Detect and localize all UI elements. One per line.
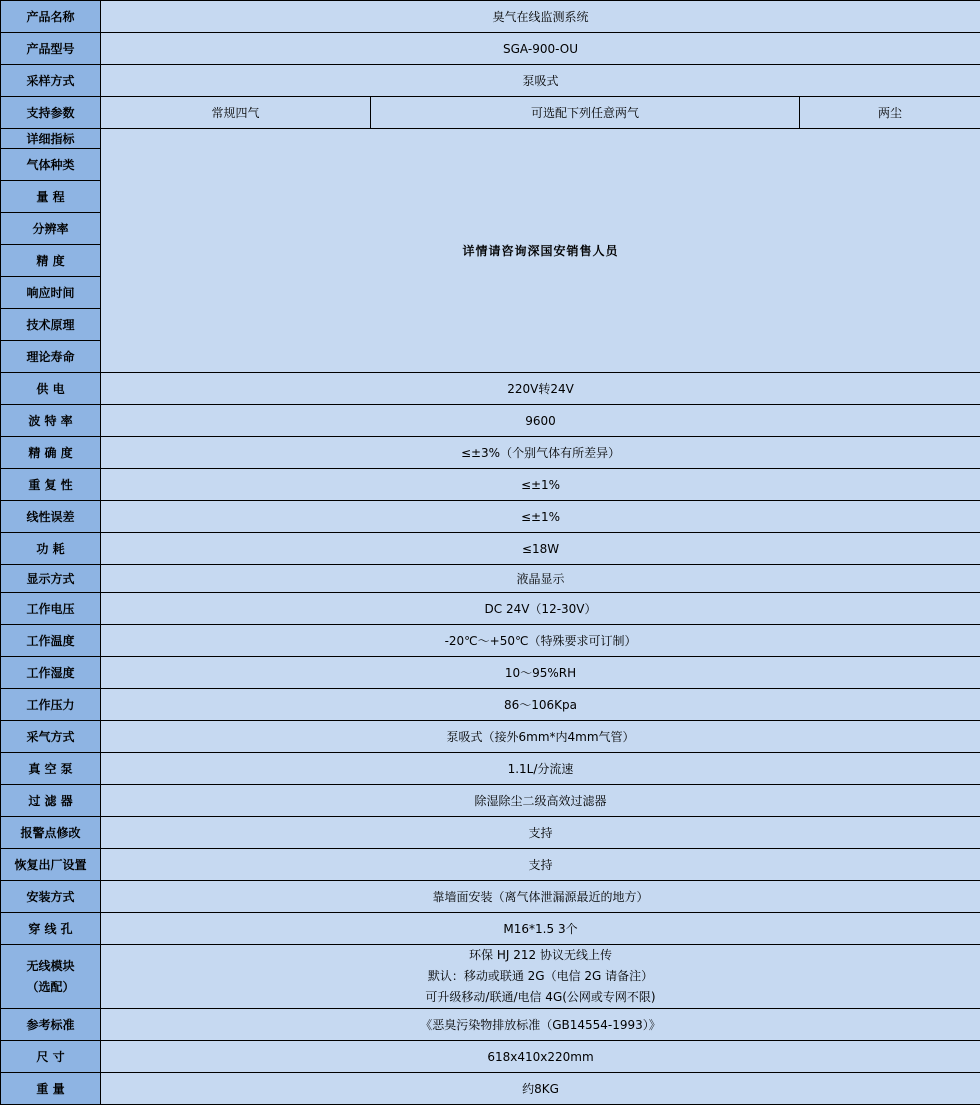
table-row xyxy=(1,625,980,657)
row-label: 产品型号 xyxy=(1,33,101,65)
row-label xyxy=(1,945,101,1009)
row-label: 分辨率 xyxy=(1,213,101,245)
row-label: 工作温度 xyxy=(1,625,101,657)
row-label: 参考标准 xyxy=(1,1009,101,1041)
table-row xyxy=(1,1073,980,1105)
row-label: 响应时间 xyxy=(1,277,101,309)
row-label: 尺 寸 xyxy=(1,1041,101,1073)
row-label: 线性误差 xyxy=(1,501,101,533)
table-row xyxy=(1,437,980,469)
table-row xyxy=(1,849,980,881)
table-row xyxy=(1,657,980,689)
table-row xyxy=(1,881,980,913)
row-value: 除湿除尘二级高效过滤器 xyxy=(101,785,980,817)
row-value: 靠墙面安装（离气体泄漏源最近的地方） xyxy=(101,881,980,913)
table-row xyxy=(1,533,980,565)
table-row xyxy=(1,373,980,405)
wireless-row xyxy=(1,945,980,1009)
row-value: 220V转24V xyxy=(101,373,980,405)
row-label: 技术原理 xyxy=(1,309,101,341)
row-value: 《恶臭污染物排放标准（GB14554-1993）》 xyxy=(101,1009,980,1041)
contact-sales-message: 详情请咨询深国安销售人员 xyxy=(101,129,980,373)
row-label: 穿 线 孔 xyxy=(1,913,101,945)
table-row xyxy=(1,913,980,945)
param-col-optional: 可选配下列任意两气 xyxy=(371,97,800,129)
row-value: ≤18W xyxy=(101,533,980,565)
row-label: 过 滤 器 xyxy=(1,785,101,817)
row-value: SGA-900-OU xyxy=(101,33,980,65)
table-row xyxy=(1,33,980,65)
table-row xyxy=(1,721,980,753)
row-label: 工作湿度 xyxy=(1,657,101,689)
table-row xyxy=(1,753,980,785)
row-label: 产品名称 xyxy=(1,1,101,33)
row-value: 泵吸式（接外6mm*内4mm气管） xyxy=(101,721,980,753)
row-label: 采气方式 xyxy=(1,721,101,753)
row-value: 10～95%RH xyxy=(101,657,980,689)
row-label: 精 确 度 xyxy=(1,437,101,469)
params-row xyxy=(1,97,980,129)
table-row xyxy=(1,65,980,97)
row-label: 供 电 xyxy=(1,373,101,405)
row-label: 真 空 泵 xyxy=(1,753,101,785)
row-label: 重 复 性 xyxy=(1,469,101,501)
table-row xyxy=(1,501,980,533)
table-row xyxy=(1,593,980,625)
row-label: 安装方式 xyxy=(1,881,101,913)
table-row xyxy=(1,689,980,721)
table-row xyxy=(1,1041,980,1073)
row-value: 臭气在线监测系统 xyxy=(101,1,980,33)
row-label: 详细指标 xyxy=(1,129,101,149)
wireless-label-line: （选配） xyxy=(1,977,100,998)
row-label: 报警点修改 xyxy=(1,817,101,849)
table-row xyxy=(1,469,980,501)
row-label: 显示方式 xyxy=(1,565,101,593)
row-value: 9600 xyxy=(101,405,980,437)
row-value: -20℃～+50℃（特殊要求可订制） xyxy=(101,625,980,657)
wireless-line: 默认：移动或联通 2G（电信 2G 请备注） xyxy=(101,966,980,987)
row-value: ≤±1% xyxy=(101,501,980,533)
row-value: 支持 xyxy=(101,849,980,881)
row-value: 1.1L/分流速 xyxy=(101,753,980,785)
table-row xyxy=(1,817,980,849)
table-row xyxy=(1,1,980,33)
wireless-line: 环保 HJ 212 协议无线上传 xyxy=(101,945,980,966)
row-value: 泵吸式 xyxy=(101,65,980,97)
row-label: 理论寿命 xyxy=(1,341,101,373)
row-value: 支持 xyxy=(101,817,980,849)
row-label: 工作电压 xyxy=(1,593,101,625)
table-row xyxy=(1,565,980,593)
row-label: 恢复出厂设置 xyxy=(1,849,101,881)
row-value xyxy=(101,945,980,1009)
table-row xyxy=(1,405,980,437)
row-value: 约8KG xyxy=(101,1073,980,1105)
row-value: 液晶显示 xyxy=(101,565,980,593)
row-value: M16*1.5 3个 xyxy=(101,913,980,945)
table-row xyxy=(1,1009,980,1041)
row-label: 支持参数 xyxy=(1,97,101,129)
row-value: DC 24V（12-30V） xyxy=(101,593,980,625)
row-label: 气体种类 xyxy=(1,149,101,181)
row-label: 精 度 xyxy=(1,245,101,277)
row-label: 工作压力 xyxy=(1,689,101,721)
row-value: 86～106Kpa xyxy=(101,689,980,721)
wireless-label-line: 无线模块 xyxy=(1,956,100,977)
row-value: ≤±1% xyxy=(101,469,980,501)
table-row xyxy=(1,785,980,817)
row-value: ≤±3%（个别气体有所差异） xyxy=(101,437,980,469)
row-label: 采样方式 xyxy=(1,65,101,97)
row-label: 量 程 xyxy=(1,181,101,213)
param-col-dust: 两尘 xyxy=(800,97,980,129)
param-col-standard: 常规四气 xyxy=(101,97,371,129)
wireless-line: 可升级移动/联通/电信 4G(公网或专网不限) xyxy=(101,987,980,1008)
row-label: 重 量 xyxy=(1,1073,101,1105)
row-label: 波 特 率 xyxy=(1,405,101,437)
table-row xyxy=(1,129,980,149)
row-label: 功 耗 xyxy=(1,533,101,565)
row-value: 618x410x220mm xyxy=(101,1041,980,1073)
